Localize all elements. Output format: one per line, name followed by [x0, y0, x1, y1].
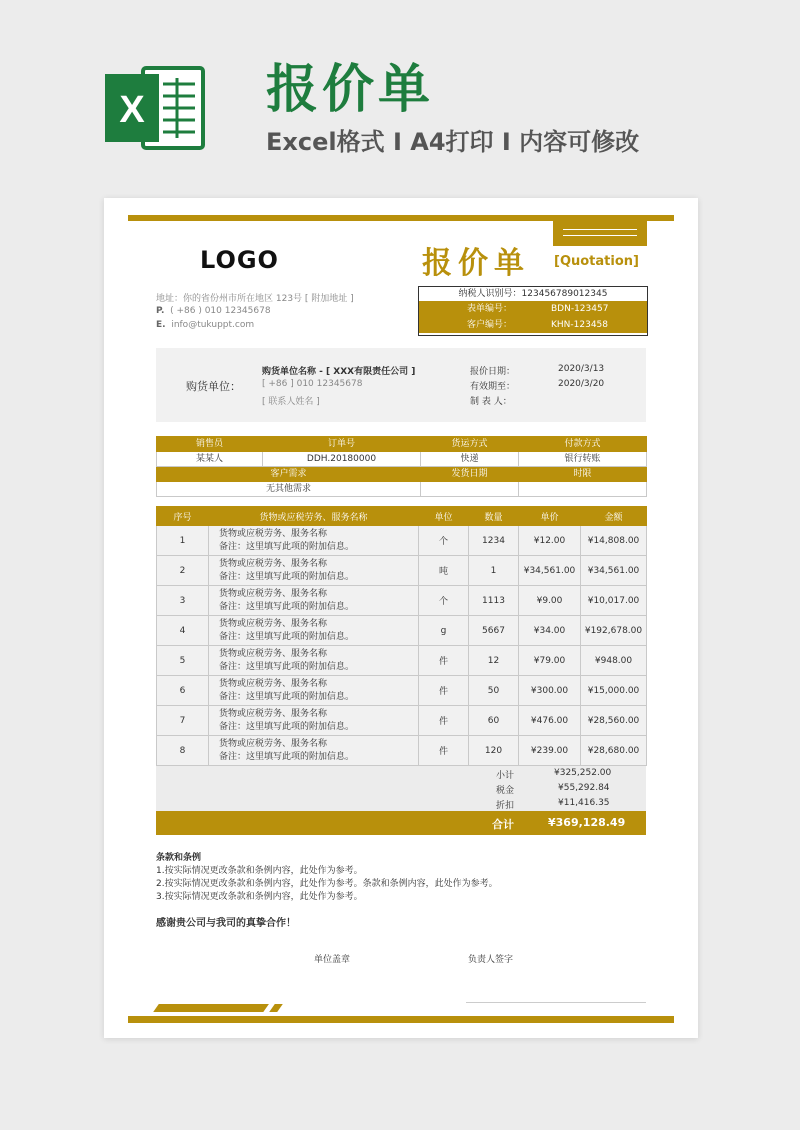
- order-header: 销售员: [157, 437, 263, 452]
- table-row: 3 货物或应税劳务、服务名称 备注：这里填写此项的附加信息。 个 1113 ¥9.00 ¥10,017.00: [157, 586, 647, 616]
- maker-label: 制 表 人：: [470, 397, 512, 407]
- buyer-label: 购货单位：: [186, 380, 241, 393]
- table-row: 4 货物或应税劳务、服务名称 备注：这里填写此项的附加信息。 g 5667 ¥34.00 ¥192,678.00: [157, 616, 647, 646]
- order-header: 货运方式: [421, 437, 519, 452]
- items-table: [156, 506, 647, 766]
- top-accent-box: [553, 221, 647, 246]
- footer-stripe: [153, 1004, 269, 1012]
- quotation-sheet: [104, 198, 698, 1038]
- table-row: 7 货物或应税劳务、服务名称 备注：这里填写此项的附加信息。 件 60 ¥476.00 ¥28,560.00: [157, 706, 647, 736]
- table-row: 5 货物或应税劳务、服务名称 备注：这里填写此项的附加信息。 件 12 ¥79.00 ¥948.00: [157, 646, 647, 676]
- client-number-row: 客户编号： KHN-123458: [419, 317, 647, 333]
- taxpayer-id: 纳税人识别号：123456789012345: [458, 289, 608, 299]
- order-cell: 某某人: [157, 452, 263, 467]
- footer-stripe: [269, 1004, 283, 1012]
- summary-block: [156, 766, 646, 811]
- total-value: ¥369,128.49: [548, 816, 626, 829]
- items-header: 单价: [519, 507, 581, 526]
- order-info-table: [156, 436, 647, 497]
- items-header: 数量: [469, 507, 519, 526]
- banner-title: 报价单: [266, 60, 435, 120]
- items-header: 序号: [157, 507, 209, 526]
- buyer-name: 购货单位名称 - [ XXX有限责任公司 ]: [262, 367, 416, 377]
- thanks-note: 感谢贵公司与我司的真挚合作！: [156, 918, 296, 929]
- terms-line: 1.按实际情况更改条款和条例内容，此处作为参考。: [156, 866, 363, 876]
- order-header: 发货日期: [421, 467, 519, 482]
- table-row: 1 货物或应税劳务、服务名称 备注：这里填写此项的附加信息。 个 1234 ¥12.00 ¥14,808.00: [157, 526, 647, 556]
- email-line: E. info@tukuppt.com: [156, 320, 255, 330]
- tax-label: 税金: [496, 786, 515, 796]
- order-header: 付款方式: [519, 437, 647, 452]
- valid-until-label: 有效期至：: [470, 382, 516, 392]
- order-cell: 银行转账: [519, 452, 647, 467]
- banner-subtitle: Excel格式 I A4打印 I 内容可修改: [266, 128, 640, 156]
- table-row: 2 货物或应税劳务、服务名称 备注：这里填写此项的附加信息。 吨 1 ¥34,561.00 ¥34,561.00: [157, 556, 647, 586]
- table-row: 6 货物或应税劳务、服务名称 备注：这里填写此项的附加信息。 件 50 ¥300.00 ¥15,000.00: [157, 676, 647, 706]
- signature-line: [466, 1002, 646, 1003]
- buyer-section: [156, 348, 646, 422]
- tax-value: ¥55,292.84: [558, 783, 610, 793]
- quote-date-label: 报价日期：: [470, 367, 516, 377]
- buyer-contact: [ 联系人姓名 ]: [262, 397, 320, 407]
- discount-value: ¥11,416.35: [558, 798, 610, 808]
- total-label: 合计: [492, 818, 514, 831]
- company-logo: LOGO: [200, 246, 279, 274]
- document-title: 报价单: [422, 246, 530, 281]
- document-subtitle: [Quotation]: [554, 254, 639, 269]
- terms-line: 2.按实际情况更改条款和条例内容，此处作为参考。条款和条例内容，此处作为参考。: [156, 879, 498, 889]
- svg-text:X: X: [119, 89, 145, 131]
- order-cell: DDH.20180000: [263, 452, 421, 467]
- phone-line: P. ( +86 ) 010 12345678: [156, 306, 271, 316]
- discount-label: 折扣: [496, 801, 515, 811]
- order-header: 订单号: [263, 437, 421, 452]
- order-cell: [519, 482, 647, 497]
- terms-title: 条款和条例: [156, 853, 202, 863]
- excel-icon: [103, 62, 205, 154]
- signature-label: 负责人签字: [468, 955, 514, 965]
- items-header: 单位: [419, 507, 469, 526]
- table-row: 8 货物或应税劳务、服务名称 备注：这里填写此项的附加信息。 件 120 ¥239.00 ¥28,680.00: [157, 736, 647, 766]
- id-box: [418, 286, 648, 336]
- items-header: 货物或应税劳务、服务名称: [209, 507, 419, 526]
- bottom-accent-bar: [128, 1016, 674, 1023]
- terms-line: 3.按实际情况更改条款和条例内容，此处作为参考。: [156, 892, 363, 902]
- order-cell: [421, 482, 519, 497]
- order-header: 客户需求: [157, 467, 421, 482]
- subtotal-label: 小计: [496, 771, 515, 781]
- valid-until-date: 2020/3/20: [558, 379, 605, 389]
- quote-date: 2020/3/13: [558, 364, 605, 374]
- order-header: 时限: [519, 467, 647, 482]
- order-cell: 无其他需求: [157, 482, 421, 497]
- address: 地址：你的省份州市所在地区 123号 [ 附加地址 ]: [156, 294, 354, 304]
- subtotal-value: ¥325,252.00: [554, 768, 612, 778]
- items-header: 金额: [581, 507, 647, 526]
- seal-label: 单位盖章: [314, 955, 351, 965]
- buyer-phone: [ +86 ] 010 12345678: [262, 379, 363, 389]
- form-number-row: 表单编号： BDN-123457: [419, 301, 647, 317]
- order-cell: 快递: [421, 452, 519, 467]
- total-bar: [156, 811, 646, 835]
